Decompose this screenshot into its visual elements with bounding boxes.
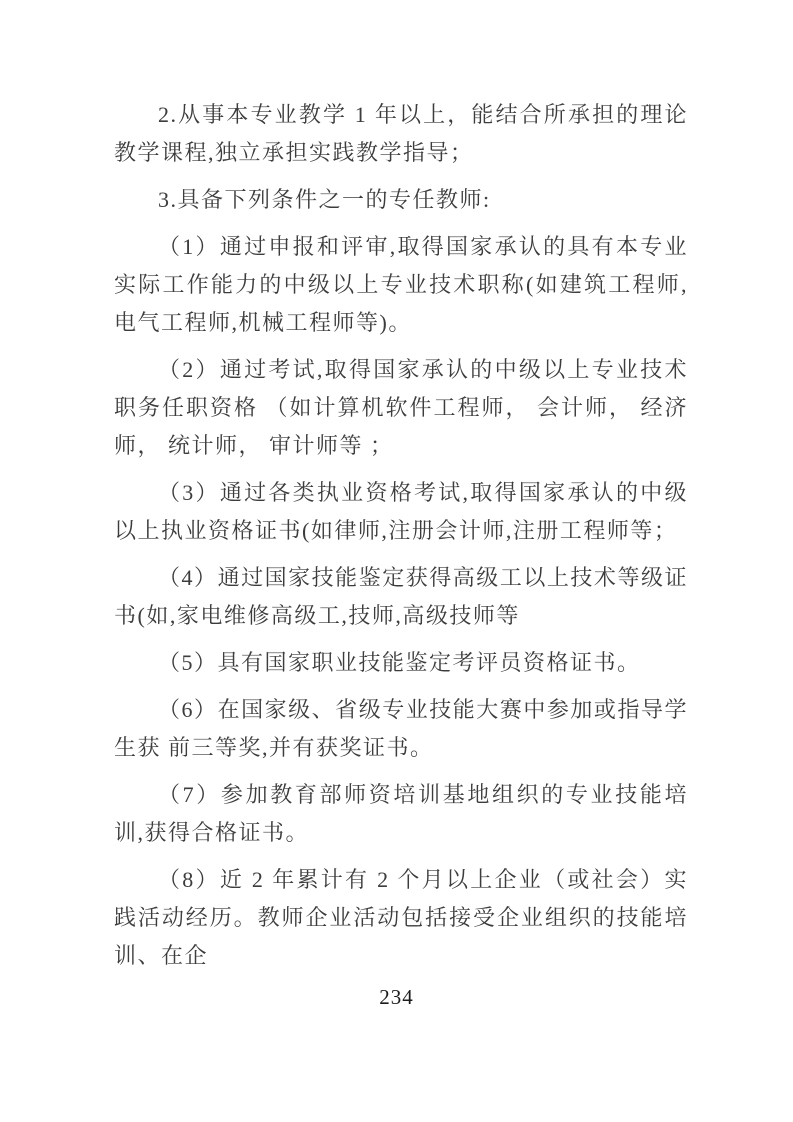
page-body xyxy=(114,96,688,984)
condition-item-8: （8）近 2 年累计有 2 个月以上企业（或社会）实践活动经历。教师企业活动包括接受企业组织的技能培训、在企 xyxy=(114,867,688,968)
condition-item-5: （5）具有国家职业技能鉴定考评员资格证书。 xyxy=(158,650,641,675)
condition-item-3: （3）通过各类执业资格考试,取得国家承认的中级以上执业资格证书(如律师,注册会计师,注册工程师等； xyxy=(114,480,688,543)
condition-item-2: （2）通过考试,取得国家承认的中级以上专业技术职务任职资格 （如计算机软件工程师， 会计师， 经济师， 统计师， 审计师等 ； xyxy=(114,357,688,458)
page-number: 234 xyxy=(379,985,414,1009)
condition-item-7: （7）参加教育部师资培训基地组织的专业技能培训,获得合格证书。 xyxy=(114,782,688,845)
condition-item-6: （6）在国家级、省级专业技能大赛中参加或指导学生获 前三等奖,并有获奖证书。 xyxy=(114,697,688,760)
paragraph-2: 2.从事本专业教学 1 年以上，能结合所承担的理论教学课程,独立承担实践教学指导； xyxy=(114,102,688,165)
condition-item-4: （4）通过国家技能鉴定获得高级工以上技术等级证书(如,家电维修高级工,技师,高级技师等 xyxy=(114,565,688,628)
paragraph-3: 3.具备下列条件之一的专任教师: xyxy=(158,187,491,212)
condition-item-1: （1）通过申报和评审,取得国家承认的具有本专业实际工作能力的中级以上专业技术职称(如建筑工程师,电气工程师,机械工程师等)。 xyxy=(114,234,688,335)
